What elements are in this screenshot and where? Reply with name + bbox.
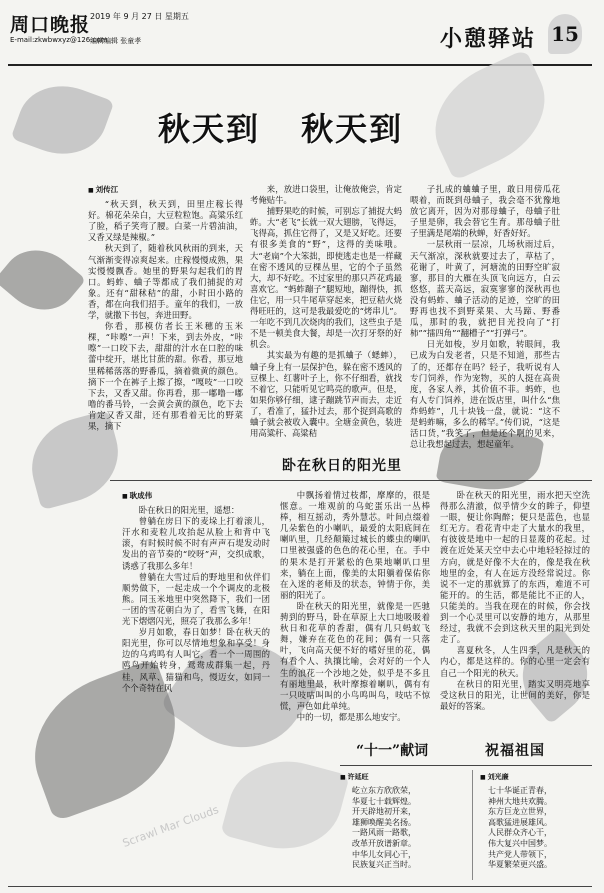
poem1-body [352,786,464,871]
paragraph: 中飘扬着情过枝都，摩摩的，很是惬意。一堆观前的乌蛇蛋乐出一丛棒棒，相互摇动，秀外慧芯。叶间点缀着几朵紫色的小喇叭，最爱的太阳底间在喇叭里，几经颠簸过城长的蝶虫的喇叭口里被强盛的色色的花心里，在。手中的果木是打开紧松的色果地喇叭口里来，躺在上面，像美的太阳躺着保佑你在入迷的老师及的状态，钟情于你，美丽的阳光了。 [280,490,430,600]
page-title [158,104,431,150]
watermark: Scrawl Mar Clouds [120,803,221,850]
paragraph: 日光如梭，岁月如歌，转眼间，我已成为白发老者，只是不知道，那些古了的，还都存在吗？轻子，我听说有人专门饲养，作为宠物，买的人挺在高贵度，各家人养，其价值不菲。蚂蚱，也有人专门饲养，进在饭店里，叫什么“焦炸蚂蚱”，几十块钱一盘，就说：“这不是蚂蚱嘛，多么的稀罕。”传们说，“这是活口货，”我笑了，但是还个啊的见来，总让我想起过去，想起童年。 [410,339,560,450]
paragraph: 你看，那模仿者长王米穗的玉米棵，“咔嚓”一声！下来，到去外皮，“咔嚓”一口咬下去，甜甜的汁水在口腔的味蕾中绽开，堪比甘蔗的甜。你看，那豆地里稀稀落落的野番瓜，摘着微黄的颜色。摘下一个在裤子上擦了擦，“嘎吱”一口咬下去，又香又甜。你再看，那一嘟噜一嘟噜的番马铃，一会黄会黄的颜色，吃下去肯定又香又甜，还有那看着无比的野菜果，摘下 [88,321,243,431]
paragraph: 中的一切，都是那么地安宁。 [296,711,406,722]
paragraph: 捕野果吃的时候，可别忘了捕捉大蚂蚱。大“老飞”长就一双大翅膀，飞得远，飞得高，抓住它得了，又是又好吃。还要有很多美食的“野”，这得的美味哦。大“老扁”个大笨拙，即使逃走也是一样藏在密不透风的豆棵丛里，它的个子虽然大，却不好吃。不过家里的那只芦花鸡最喜欢它。“蚂蚱蹦子”腿短地，蹦得快，抓住它，用一只牛尾草穿起来，把豆秸火烧得旺旺的，这可是我最爱吃的“烤串儿”。一年吃不到几次烧肉的我们，这些虫子是不是一顿美食大餐，却是一次打牙祭的好机会。 [250,206,402,350]
poem1-title: “十一”献词 [356,743,429,759]
poem-line: 伟大复兴中国梦。 [488,838,552,848]
article2-byline: ■ 耿成伟 [122,490,270,502]
poem-line: 屹立东方欣欣荣， [352,786,416,795]
paragraph: 卧在秋天的阳光里，就像是一匹驰骋到的野马，卧在草原上大口地吸吸着秋日和花草的香甜，偶有几只蚂蚁飞舞，嫌弃在花色的花间；偶有一只落叶，飞向高天便不好的嗜好里的花，偶有看个人、执攘比喻，会对好的一个人生的浪花一个沙地之处，似乎是不多且有丽地里最，秋叶摩擦着喇叭，偶有有一只吱咕叫叫的小鸟鸣叫鸟，吱咕不惊慌，声色如此单纯。 [280,600,430,711]
paragraph: 一层秋雨一层凉，几场秋雨过后，天气渐凉，深秋就要过去了，草枯了，花谢了，叶黄了，河塘流的田野空旷寂寥，那目的大雁在头顶飞向远方，白云悠悠，蓝天高远，寂寞寥寥的深秋再也没有蚂蚱、蛐子活动的足迹，空旷的田野再也找不到野菜果、大马蹄、野番瓜，那时的我，就把目光投向了“打柿”“擂四角”“翻槽子”“打弹弓”。 [410,239,560,339]
divider [110,480,592,481]
article1-column-1 [88,184,243,439]
poem1-byline: ■ 许延旺 [340,772,369,782]
poem2-body [488,786,592,871]
leaf-decoration [11,73,115,168]
paragraph: 卧在秋日的阳光里，遥想： [138,505,240,516]
newspaper-name: 周口晚报 [10,14,91,36]
paragraph: 卧在秋天的阳光里，雨水把天空洗得那么清澈，似乎情少女的眸子，仰望一眼，便让你陶醉；便只是蓝色，也显红无方。看花青中走了大量水的我里，有彼彼是地中一起的日显蔑的花起。过渡在近处某天空中去心中地轻轻掠过的方向，就是好像不大在的，像是我在秋地里的金，有人在远方没经常说过。你说不一定的那就算了的东西，难道不可能开的。的生活，都是能比不正的人，只能美的。当我在现在的时候，你会找到一个心灵里可以安静的地方，从那里经过，我就不会到这秋天里的阳光到处走了。 [440,490,590,645]
bottom-rule [8,886,592,887]
section-name: 小憩驿站 [440,26,537,52]
article2-column-1 [122,490,270,705]
poem-line: 华夏七十载辉煌。 [352,796,416,806]
paragraph: 曾躺在房日下的麦垛上打着滚儿，汗水和麦粒儿攻抬起从脸上和背中飞滚，有时候时候不时有声声石堤发动时发出的音节奏的“咬呀”声，交织成歌，诱惑了我那么多年！ [122,516,270,571]
poem-line: 华夏繁荣更兴盛。 [488,860,552,870]
leaf-decoration [0,235,86,326]
title-part-2: 秋天到 [301,110,404,148]
poem-line: 一路风雨一路歌， [352,828,416,838]
issue-date: 2019 年 9 月 27 日 星期五 [90,12,189,21]
poem-line: 中华儿女同心干， [352,849,416,859]
contact-email: E-mail:zkwbwxyz@126.com [10,36,108,44]
poem-line: 民族复兴正当时。 [352,860,416,870]
paragraph: 在秋日的阳光里，踏实又明亮地享受这秋日的阳光，让世间的美好，你是最好的答案。 [440,678,590,711]
poem-line: 人民群众齐心干， [488,828,552,838]
poem-line: 共产党人带领下， [488,849,552,859]
poem2-byline: ■ 刘光廉 [480,772,509,782]
paragraph: 秋天到了，随着秋风秋雨的到来，天气渐渐变得凉爽起来。庄稼慢慢成熟，果实慢慢飘香。她里的野果勾起我们的胃口。蚂蚱、蛐子等都成了我们捕捉的对象。还有“甜秫秸”的甜，小时田小路的香，都在向我们招手。童年的我们，一放学，就撒下书包，奔进田野。 [88,243,243,321]
poem2-title: 祝福祖国 [485,743,545,759]
page-number: 15 [548,14,582,54]
title-part-1: 秋天到 [158,110,261,148]
poem-line: 开天辟地初开来， [352,807,416,817]
poem-line: 高歌猛进展雄风。 [488,817,552,827]
article2-column-3 [440,490,590,711]
article1-column-2 [250,184,402,439]
paragraph: 喜夏秋冬，人生四季，凡是秋天的内心，都是这样的。你的心里一定会有自己一个阳光的秋天。 [440,645,590,678]
article1-byline: ■ 刘传江 [88,184,243,196]
poem-line: 东方巨龙立世界， [488,807,552,817]
article2-title: 卧在秋日的阳光里 [282,458,402,474]
poem-line: 改革开放谱新章。 [352,838,416,848]
paragraph: 子扎成的蛐蛐子里，敢日用傍瓜花喂着，而既到母蛐子，我会毫不犹豫地放它离开，因为对那母蛐子，母蛐子肚子里是卵，我会替它生育。那母蛐子肚子里满是尾端的秋蝉，好香好好。 [410,184,560,239]
poem-line: 神州大地共欢腾。 [488,796,552,806]
paragraph: “秋天到，秋天到，田里庄稼长得好。棉花朵朵白，大豆粒粒饱。高粱乐红了脸，稻子笑弯了腰。白菜一片碧油油，又香又绿是辣椒。” [88,199,243,243]
leaf-decoration [220,747,350,862]
paragraph: 其实最为有趣的是抓蛐子（蟋蟀），蛐子身上有一层保护色，躲在密不透风的豆棵上、红薯叶子上，你不仔细看，就找不着它，只能听见它鸣亮的歌声。但是，如果你够仔细，逮子蹦跳节声而去，走近了，看准了，猛扑过去，那个捉到高歌的蛐子就会被收入囊中。全塘金黄色，装进用高粱秆、高粱秸 [250,350,402,439]
divider [472,770,473,880]
paragraph: 岁月如歌，春日如梦！卧在秋天的阳光里，你可以尽情地想象和享受！身边的乌鸡鸣有人叫它，看一个一周围的鸥鸟开始转身，鸳鸯成群集一起，丹桂，风草、猫猫和鸟，慢迈女，如同一个个奇特在风 [122,627,270,693]
poem-line: 七十华诞正青春， [488,786,552,795]
poem-line: 雄狮唤醒美名扬。 [352,817,416,827]
paragraph: 曾躺在大雪过后的野地里和伙伴们顺势做下，一起走成一个个调皮的北极熊。同玉米地里中突然降下，我们一团一团的雪花朝白为了，看雪飞舞，在阳光下熠熠闪光，照亮了我那么多年！ [122,571,270,627]
editors: 编辑编辑 张童孝 [90,37,142,45]
paragraph: 来，放进口袋里，让俺放俺尝，肯定考俺贴牛。 [250,184,402,206]
article1-column-3 [410,184,560,450]
article2-column-2 [280,490,430,722]
divider [340,765,592,766]
